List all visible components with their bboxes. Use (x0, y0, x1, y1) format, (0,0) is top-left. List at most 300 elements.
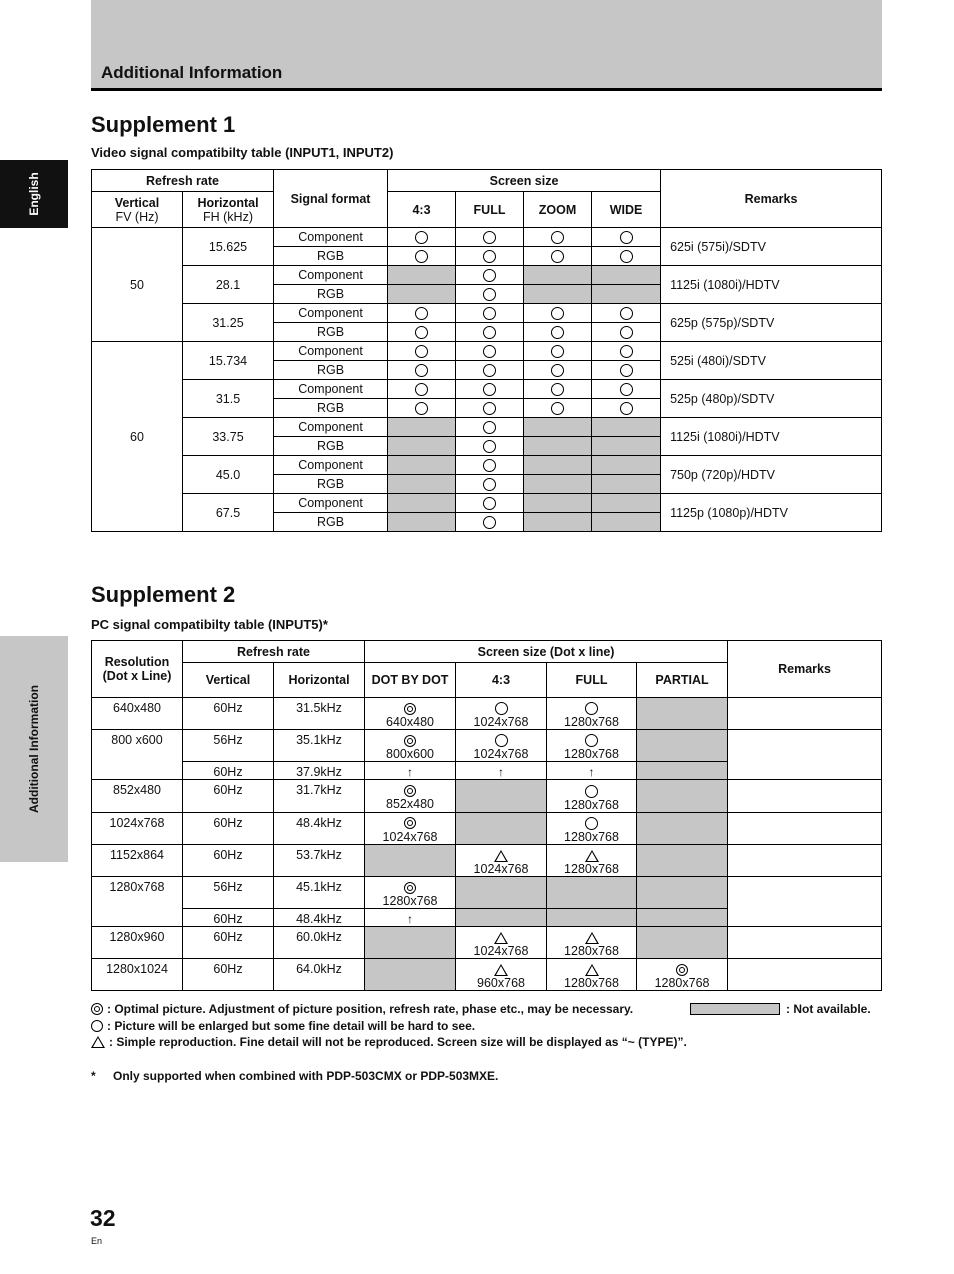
remarks-cell: 625i (575i)/SDTV (661, 228, 882, 266)
th-dot-by-dot: DOT BY DOT (365, 663, 456, 698)
table-row (92, 812, 882, 844)
screen-size-cell (592, 342, 661, 361)
circle-icon (620, 383, 633, 396)
screen-size-cell (388, 475, 456, 494)
circle-icon (483, 383, 496, 396)
screen-size-cell (456, 399, 524, 418)
screen-size-cell (524, 361, 592, 380)
resolution-cell: 1152x864 (92, 844, 183, 876)
legend-double-text: : Optimal picture. Adjustment of picture position, refresh rate, phase etc., may be necessary. (107, 1002, 634, 1016)
screen-size-value: 1280x768 (564, 829, 619, 844)
vertical-cell: 60Hz (183, 926, 274, 958)
resolution-cell: 1280x768 (92, 876, 183, 926)
screen-size-cell (456, 908, 547, 926)
video-signal-table (91, 169, 882, 532)
circle-icon (483, 231, 496, 244)
horizontal-cell: 67.5 (183, 494, 274, 532)
vertical-cell: 50 (92, 228, 183, 342)
resolution-cell: 800 x600 (92, 730, 183, 780)
screen-size-value: 1024x768 (382, 829, 438, 844)
screen-size-cell (592, 361, 661, 380)
th-resolution (92, 641, 183, 698)
table-row (92, 266, 882, 285)
th-vertical (92, 192, 183, 228)
remarks-cell: 1125i (1080i)/HDTV (661, 418, 882, 456)
page-language-code: En (91, 1236, 103, 1246)
screen-size-cell (524, 228, 592, 247)
screen-size-value: 1024x768 (473, 747, 529, 762)
double-circle-icon (404, 735, 416, 747)
circle-icon (551, 231, 564, 244)
remarks-cell: 525p (480p)/SDTV (661, 380, 882, 418)
circle-icon (551, 250, 564, 263)
th-4-3: 4:3 (388, 192, 456, 228)
signal-format-cell: Component (274, 418, 388, 437)
screen-size-cell (456, 475, 524, 494)
th-pc-refresh-rate: Refresh rate (183, 641, 365, 663)
th-resolution-unit: (Dot x Line) (102, 669, 172, 683)
screen-size-cell (592, 247, 661, 266)
screen-size-cell (456, 730, 547, 762)
screen-size-cell (365, 844, 456, 876)
up-arrow-icon: ↑ (407, 765, 414, 780)
vertical-cell: 60Hz (183, 844, 274, 876)
screen-size-value: 1280x768 (382, 893, 438, 908)
screen-size-cell (524, 456, 592, 475)
th-zoom: ZOOM (524, 192, 592, 228)
remarks-cell (728, 844, 882, 876)
screen-size-cell (388, 304, 456, 323)
screen-size-cell (592, 494, 661, 513)
circle-icon (483, 269, 496, 282)
table-row (92, 958, 882, 990)
circle-icon (415, 383, 428, 396)
resolution-cell: 1024x768 (92, 812, 183, 844)
footnote (91, 1069, 498, 1083)
table-row (92, 342, 882, 361)
table-row (92, 380, 882, 399)
th-refresh-rate: Refresh rate (92, 170, 274, 192)
signal-format-cell: RGB (274, 323, 388, 342)
circle-icon (415, 402, 428, 415)
screen-size-cell (365, 780, 456, 812)
screen-size-cell (456, 285, 524, 304)
side-tab-additional-info (0, 636, 68, 862)
table-row (92, 228, 882, 247)
triangle-icon (494, 932, 508, 944)
vertical-cell: 56Hz (183, 876, 274, 908)
horizontal-cell: 60.0kHz (274, 926, 365, 958)
vertical-cell: 60 (92, 342, 183, 532)
horizontal-cell: 37.9kHz (274, 762, 365, 780)
screen-size-cell (456, 844, 547, 876)
horizontal-cell: 48.4kHz (274, 908, 365, 926)
screen-size-cell (456, 228, 524, 247)
screen-size-cell (547, 762, 637, 780)
circle-icon (585, 734, 598, 747)
up-arrow-icon: ↑ (407, 911, 414, 926)
circle-icon (495, 702, 508, 715)
circle-icon (551, 364, 564, 377)
screen-size-cell (365, 762, 456, 780)
circle-icon (483, 497, 496, 510)
screen-size-cell (388, 228, 456, 247)
signal-format-cell: RGB (274, 285, 388, 304)
remarks-cell (728, 780, 882, 812)
screen-size-cell (592, 323, 661, 342)
double-circle-icon (404, 882, 416, 894)
th-resolution-label: Resolution (104, 655, 170, 669)
screen-size-cell (365, 908, 456, 926)
screen-size-cell (592, 418, 661, 437)
screen-size-cell (637, 730, 728, 762)
screen-size-cell (388, 494, 456, 513)
supplement1-caption: Video signal compatibilty table (INPUT1, INPUT2) (91, 145, 394, 160)
circle-icon (91, 1020, 103, 1032)
circle-icon (620, 307, 633, 320)
screen-size-cell (547, 698, 637, 730)
table-row (92, 876, 882, 908)
circle-icon (483, 459, 496, 472)
screen-size-cell (592, 475, 661, 494)
screen-size-cell (365, 958, 456, 990)
circle-icon (483, 440, 496, 453)
circle-icon (620, 250, 633, 263)
th-pc-screen-size: Screen size (Dot x line) (365, 641, 728, 663)
screen-size-cell (388, 247, 456, 266)
screen-size-cell (524, 285, 592, 304)
screen-size-cell (456, 780, 547, 812)
circle-icon (415, 231, 428, 244)
footnote-text: Only supported when combined with PDP-503CMX or PDP-503MXE. (113, 1069, 499, 1083)
screen-size-cell (547, 876, 637, 908)
remarks-cell: 525i (480i)/SDTV (661, 342, 882, 380)
screen-size-cell (637, 958, 728, 990)
page-number: 32 (90, 1205, 116, 1231)
not-available-swatch (690, 1003, 780, 1015)
signal-format-cell: RGB (274, 513, 388, 532)
th-pc-vertical: Vertical (183, 663, 274, 698)
circle-icon (483, 421, 496, 434)
screen-size-cell (524, 304, 592, 323)
screen-size-cell (547, 780, 637, 812)
double-circle-icon (404, 785, 416, 797)
side-tab-english-label: English (27, 172, 41, 216)
th-vertical-unit: FV (Hz) (115, 209, 159, 224)
circle-icon (415, 364, 428, 377)
circle-icon (620, 402, 633, 415)
screen-size-cell (456, 762, 547, 780)
screen-size-cell (524, 437, 592, 456)
signal-format-cell: RGB (274, 399, 388, 418)
supplement2-caption: PC signal compatibilty table (INPUT5)* (91, 617, 328, 632)
th-wide: WIDE (592, 192, 661, 228)
screen-size-cell (592, 380, 661, 399)
vertical-cell: 60Hz (183, 812, 274, 844)
th-horizontal (183, 192, 274, 228)
circle-icon (551, 383, 564, 396)
horizontal-cell: 45.0 (183, 456, 274, 494)
signal-format-cell: Component (274, 342, 388, 361)
screen-size-cell (547, 908, 637, 926)
circle-icon (551, 402, 564, 415)
table-row (92, 418, 882, 437)
legend-na (690, 1002, 871, 1016)
screen-size-cell (547, 926, 637, 958)
screen-size-cell (456, 361, 524, 380)
screen-size-cell (592, 266, 661, 285)
screen-size-cell (524, 475, 592, 494)
screen-size-cell (524, 513, 592, 532)
circle-icon (585, 785, 598, 798)
th-pc-horizontal: Horizontal (274, 663, 365, 698)
screen-size-value: 1280x768 (654, 975, 710, 990)
circle-icon (483, 307, 496, 320)
remarks-cell: 625p (575p)/SDTV (661, 304, 882, 342)
screen-size-cell (388, 342, 456, 361)
signal-format-cell: RGB (274, 361, 388, 380)
screen-size-cell (637, 844, 728, 876)
screen-size-cell (524, 323, 592, 342)
screen-size-cell (592, 513, 661, 532)
th-pc-4-3: 4:3 (456, 663, 547, 698)
screen-size-value: 1280x768 (564, 797, 619, 812)
th-signal-format: Signal format (274, 170, 388, 228)
screen-size-cell (388, 266, 456, 285)
screen-size-cell (456, 494, 524, 513)
screen-size-value: 800x600 (386, 747, 434, 762)
screen-size-cell (524, 494, 592, 513)
screen-size-cell (388, 380, 456, 399)
screen-size-cell (388, 323, 456, 342)
screen-size-cell (388, 361, 456, 380)
vertical-cell: 60Hz (183, 780, 274, 812)
screen-size-value: 640x480 (386, 715, 434, 729)
double-circle-icon (676, 964, 688, 976)
screen-size-cell (388, 456, 456, 475)
screen-size-cell (592, 399, 661, 418)
screen-size-value: 1280x768 (564, 715, 619, 730)
legend-triangle-text: : Simple reproduction. Fine detail will not be reproduced. Screen size will be displayed as “~ (TYPE)”. (109, 1035, 687, 1049)
horizontal-cell: 15.625 (183, 228, 274, 266)
double-circle-icon (404, 703, 416, 715)
circle-icon (483, 478, 496, 491)
signal-format-cell: RGB (274, 475, 388, 494)
legend-circle (91, 1019, 475, 1033)
screen-size-cell (592, 304, 661, 323)
circle-icon (483, 288, 496, 301)
screen-size-cell (524, 342, 592, 361)
supplement1-title: Supplement 1 (91, 112, 236, 137)
remarks-cell (728, 876, 882, 926)
vertical-cell: 60Hz (183, 958, 274, 990)
screen-size-cell (456, 926, 547, 958)
table-row (92, 456, 882, 475)
supplement2-title: Supplement 2 (91, 582, 236, 607)
horizontal-cell: 31.5kHz (274, 698, 365, 730)
screen-size-cell (547, 730, 637, 762)
circle-icon (483, 402, 496, 415)
triangle-icon (585, 932, 599, 944)
screen-size-cell (388, 437, 456, 456)
side-tab-english (0, 160, 68, 228)
circle-icon (483, 250, 496, 263)
legend-na-text: : Not available. (786, 1002, 871, 1016)
pc-signal-table (91, 640, 882, 991)
screen-size-value: 1024x768 (473, 861, 529, 876)
screen-size-cell (637, 812, 728, 844)
remarks-cell (728, 730, 882, 780)
screen-size-cell (592, 285, 661, 304)
signal-format-cell: Component (274, 380, 388, 399)
circle-icon (551, 326, 564, 339)
screen-size-cell (456, 513, 524, 532)
screen-size-cell (388, 285, 456, 304)
screen-size-cell (592, 228, 661, 247)
circle-icon (415, 326, 428, 339)
resolution-cell: 852x480 (92, 780, 183, 812)
header-rule (91, 88, 882, 91)
screen-size-cell (637, 780, 728, 812)
circle-icon (483, 345, 496, 358)
th-partial: PARTIAL (637, 663, 728, 698)
screen-size-cell (637, 762, 728, 780)
th-remarks: Remarks (661, 170, 882, 228)
circle-icon (620, 364, 633, 377)
th-horizontal-unit: FH (kHz) (203, 209, 253, 224)
triangle-icon (585, 964, 599, 976)
th-screen-size: Screen size (388, 170, 661, 192)
horizontal-cell: 31.25 (183, 304, 274, 342)
screen-size-cell (456, 266, 524, 285)
screen-size-cell (456, 698, 547, 730)
screen-size-cell (547, 958, 637, 990)
screen-size-cell (456, 418, 524, 437)
screen-size-cell (365, 730, 456, 762)
triangle-icon (585, 850, 599, 862)
circle-icon (620, 326, 633, 339)
screen-size-cell (456, 247, 524, 266)
horizontal-cell: 48.4kHz (274, 812, 365, 844)
screen-size-cell (524, 266, 592, 285)
circle-icon (585, 817, 598, 830)
horizontal-cell: 33.75 (183, 418, 274, 456)
signal-format-cell: Component (274, 304, 388, 323)
screen-size-cell (524, 380, 592, 399)
screen-size-cell (456, 437, 524, 456)
table-row (92, 730, 882, 762)
screen-size-cell (637, 908, 728, 926)
screen-size-cell (456, 304, 524, 323)
remarks-cell: 1125p (1080p)/HDTV (661, 494, 882, 532)
signal-format-cell: RGB (274, 247, 388, 266)
screen-size-cell (388, 513, 456, 532)
double-circle-icon (404, 817, 416, 829)
triangle-icon (91, 1036, 105, 1048)
signal-format-cell: RGB (274, 437, 388, 456)
screen-size-cell (388, 418, 456, 437)
screen-size-cell (592, 437, 661, 456)
legend-triangle (91, 1035, 687, 1049)
screen-size-cell (547, 812, 637, 844)
circle-icon (620, 231, 633, 244)
side-tab-additional-label: Additional Information (27, 685, 41, 813)
remarks-cell: 1125i (1080i)/HDTV (661, 266, 882, 304)
resolution-cell: 640x480 (92, 698, 183, 730)
vertical-cell: 60Hz (183, 908, 274, 926)
screen-size-cell (524, 399, 592, 418)
screen-size-cell (456, 342, 524, 361)
th-pc-full: FULL (547, 663, 637, 698)
triangle-icon (494, 964, 508, 976)
screen-size-cell (456, 323, 524, 342)
screen-size-cell (365, 698, 456, 730)
circle-icon (415, 307, 428, 320)
table-row (92, 494, 882, 513)
table-row (92, 844, 882, 876)
signal-format-cell: Component (274, 456, 388, 475)
horizontal-cell: 31.7kHz (274, 780, 365, 812)
circle-icon (495, 734, 508, 747)
screen-size-cell (456, 958, 547, 990)
horizontal-cell: 31.5 (183, 380, 274, 418)
circle-icon (415, 250, 428, 263)
screen-size-value: 1024x768 (473, 715, 529, 730)
table-row (92, 304, 882, 323)
remarks-cell: 750p (720p)/HDTV (661, 456, 882, 494)
circle-icon (483, 364, 496, 377)
signal-format-cell: Component (274, 228, 388, 247)
horizontal-cell: 53.7kHz (274, 844, 365, 876)
vertical-cell: 60Hz (183, 762, 274, 780)
table-row (92, 926, 882, 958)
circle-icon (620, 345, 633, 358)
circle-icon (483, 326, 496, 339)
screen-size-value: 960x768 (477, 975, 525, 990)
remarks-cell (728, 926, 882, 958)
triangle-icon (494, 850, 508, 862)
legend-circle-text: : Picture will be enlarged but some fine detail will be hard to see. (107, 1019, 476, 1033)
screen-size-cell (547, 844, 637, 876)
screen-size-cell (524, 247, 592, 266)
circle-icon (483, 516, 496, 529)
screen-size-value: 1024x768 (473, 943, 529, 958)
signal-format-cell: Component (274, 266, 388, 285)
resolution-cell: 1280x1024 (92, 958, 183, 990)
circle-icon (551, 307, 564, 320)
screen-size-value: 1280x768 (564, 943, 619, 958)
horizontal-cell: 15.734 (183, 342, 274, 380)
table-row (92, 780, 882, 812)
vertical-cell: 60Hz (183, 698, 274, 730)
table-row (92, 698, 882, 730)
up-arrow-icon: ↑ (588, 765, 595, 780)
th-full: FULL (456, 192, 524, 228)
horizontal-cell: 28.1 (183, 266, 274, 304)
header-section-title: Additional Information (101, 63, 283, 82)
screen-size-value: 1280x768 (564, 861, 619, 876)
screen-size-value: 1280x768 (564, 747, 619, 762)
remarks-cell (728, 958, 882, 990)
legend-double (91, 1002, 633, 1016)
th-horizontal-label: Horizontal (197, 195, 259, 210)
signal-format-cell: Component (274, 494, 388, 513)
screen-size-value: 1280x768 (564, 975, 619, 990)
screen-size-cell (637, 926, 728, 958)
vertical-cell: 56Hz (183, 730, 274, 762)
screen-size-cell (637, 698, 728, 730)
screen-size-cell (365, 926, 456, 958)
